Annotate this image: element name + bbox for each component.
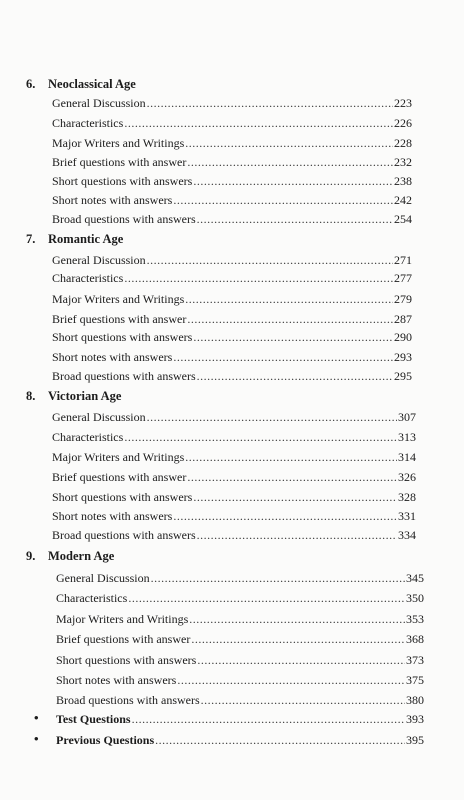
chapter-heading	[26, 548, 114, 564]
entry-label: Broad questions with answers	[56, 693, 200, 707]
toc-entry[interactable]	[52, 95, 412, 111]
dot-leader	[124, 429, 397, 445]
chapter-heading	[26, 76, 136, 92]
toc-entry[interactable]	[52, 349, 412, 365]
dot-leader	[201, 692, 405, 708]
dot-leader	[124, 270, 393, 286]
toc-entry[interactable]	[56, 672, 424, 688]
dot-leader	[187, 154, 393, 170]
dot-leader	[124, 115, 393, 131]
dot-leader	[147, 95, 393, 111]
entry-page-number: 307	[398, 410, 416, 424]
dot-leader	[189, 611, 405, 627]
entry-page-number: 353	[406, 612, 424, 626]
entry-label: Major Writers and Writings	[52, 292, 185, 306]
entry-label: Brief questions with answer	[52, 155, 187, 169]
entry-page-number: 331	[398, 509, 416, 523]
dot-leader	[185, 449, 397, 465]
entry-label: General Discussion	[52, 410, 146, 424]
entry-page-number: 395	[406, 733, 424, 747]
entry-page-number: 326	[398, 470, 416, 484]
entry-page-number: 228	[394, 136, 412, 150]
entry-page-number: 242	[394, 193, 412, 207]
toc-entry[interactable]	[56, 692, 424, 708]
toc-entry[interactable]	[56, 652, 424, 668]
entry-label: Short notes with answers	[52, 350, 173, 364]
entry-label: Short questions with answers	[56, 653, 197, 667]
chapter-number: 8.	[26, 389, 36, 403]
entry-label: Short questions with answers	[52, 330, 193, 344]
chapter-number: 7.	[26, 232, 36, 246]
entry-label: General Discussion	[52, 96, 146, 110]
toc-entry[interactable]	[52, 252, 412, 268]
dot-leader	[187, 311, 393, 327]
toc-entry[interactable]	[52, 469, 416, 485]
chapter-heading	[26, 231, 123, 247]
dot-leader	[191, 631, 405, 647]
toc-entry[interactable]	[52, 135, 412, 151]
chapter-number: 6.	[26, 77, 36, 91]
entry-page-number: 271	[394, 253, 412, 267]
toc-entry[interactable]	[52, 311, 412, 327]
dot-leader	[197, 368, 393, 384]
entry-label: Short notes with answers	[56, 673, 177, 687]
toc-entry[interactable]	[52, 211, 412, 227]
toc-entry[interactable]	[52, 527, 416, 543]
entry-page-number: 226	[394, 116, 412, 130]
toc-entry[interactable]	[52, 368, 412, 384]
entry-label: Characteristics	[56, 591, 128, 605]
entry-page-number: 223	[394, 96, 412, 110]
toc-entry[interactable]	[52, 192, 412, 208]
chapter-heading	[26, 388, 121, 404]
toc-entry[interactable]	[52, 270, 412, 286]
toc-entry[interactable]	[52, 291, 412, 307]
entry-label: Broad questions with answers	[52, 212, 196, 226]
entry-page-number: 345	[406, 571, 424, 585]
entry-page-number: 313	[398, 430, 416, 444]
chapter-title: Modern Age	[48, 549, 115, 563]
entry-page-number: 279	[394, 292, 412, 306]
bullet-icon: •	[34, 731, 39, 746]
entry-page-number: 290	[394, 330, 412, 344]
chapter-title: Romantic Age	[48, 232, 124, 246]
dot-leader	[197, 652, 405, 668]
entry-label: Short questions with answers	[52, 174, 193, 188]
entry-label: Major Writers and Writings	[52, 450, 185, 464]
entry-label: Brief questions with answer	[52, 312, 187, 326]
entry-page-number: 232	[394, 155, 412, 169]
entry-page-number: 293	[394, 350, 412, 364]
dot-leader	[185, 291, 393, 307]
toc-entry[interactable]	[52, 173, 412, 189]
toc-entry[interactable]	[56, 570, 424, 586]
dot-leader	[193, 329, 393, 345]
dot-leader	[187, 469, 397, 485]
entry-page-number: 277	[394, 271, 412, 285]
dot-leader	[147, 252, 393, 268]
entry-page-number: 238	[394, 174, 412, 188]
entry-label: Short notes with answers	[52, 193, 173, 207]
dot-leader	[128, 590, 405, 606]
entry-label: Short notes with answers	[52, 509, 173, 523]
dot-leader	[197, 527, 397, 543]
entry-page-number: 373	[406, 653, 424, 667]
dot-leader	[132, 711, 405, 727]
entry-label: General Discussion	[56, 571, 150, 585]
entry-label: Characteristics	[52, 116, 124, 130]
dot-leader	[147, 409, 397, 425]
toc-entry[interactable]	[56, 611, 424, 627]
chapter-number: 9.	[26, 549, 36, 563]
entry-label: Short questions with answers	[52, 490, 193, 504]
toc-entry[interactable]	[56, 631, 424, 647]
toc-entry[interactable]	[52, 429, 416, 445]
bullet-icon: •	[34, 710, 39, 725]
toc-entry[interactable]	[52, 489, 416, 505]
entry-page-number: 350	[406, 591, 424, 605]
entry-page-number: 375	[406, 673, 424, 687]
entry-page-number: 334	[398, 528, 416, 542]
entry-label: Broad questions with answers	[52, 369, 196, 383]
toc-entry[interactable]	[52, 154, 412, 170]
entry-label: Brief questions with answer	[52, 470, 187, 484]
entry-label: Broad questions with answers	[52, 528, 196, 542]
entry-label: Brief questions with answer	[56, 632, 191, 646]
toc-entry-previous-questions[interactable]	[56, 732, 424, 748]
toc-entry[interactable]	[52, 115, 412, 131]
toc-entry-test-questions[interactable]	[56, 711, 424, 727]
entry-label: Major Writers and Writings	[52, 136, 185, 150]
dot-leader	[197, 211, 393, 227]
entry-label: Characteristics	[52, 430, 124, 444]
dot-leader	[151, 570, 405, 586]
toc-entry[interactable]	[52, 508, 416, 524]
entry-page-number: 393	[406, 712, 424, 726]
entry-label: Major Writers and Writings	[56, 612, 189, 626]
entry-label: Test Questions	[56, 712, 131, 726]
entry-page-number: 314	[398, 450, 416, 464]
dot-leader	[193, 489, 397, 505]
entry-label: General Discussion	[52, 253, 146, 267]
toc-entry[interactable]	[56, 590, 424, 606]
toc-entry[interactable]	[52, 409, 416, 425]
chapter-title: Neoclassical Age	[48, 77, 136, 91]
chapter-title: Victorian Age	[48, 389, 122, 403]
dot-leader	[173, 349, 393, 365]
entry-page-number: 380	[406, 693, 424, 707]
entry-page-number: 328	[398, 490, 416, 504]
entry-label: Characteristics	[52, 271, 124, 285]
dot-leader	[173, 192, 393, 208]
dot-leader	[155, 732, 405, 748]
toc-entry[interactable]	[52, 449, 416, 465]
entry-label: Previous Questions	[56, 733, 155, 747]
entry-page-number: 287	[394, 312, 412, 326]
dot-leader	[177, 672, 405, 688]
entry-page-number: 295	[394, 369, 412, 383]
dot-leader	[193, 173, 393, 189]
entry-page-number: 254	[394, 212, 412, 226]
entry-page-number: 368	[406, 632, 424, 646]
toc-entry[interactable]	[52, 329, 412, 345]
dot-leader	[173, 508, 397, 524]
dot-leader	[185, 135, 393, 151]
